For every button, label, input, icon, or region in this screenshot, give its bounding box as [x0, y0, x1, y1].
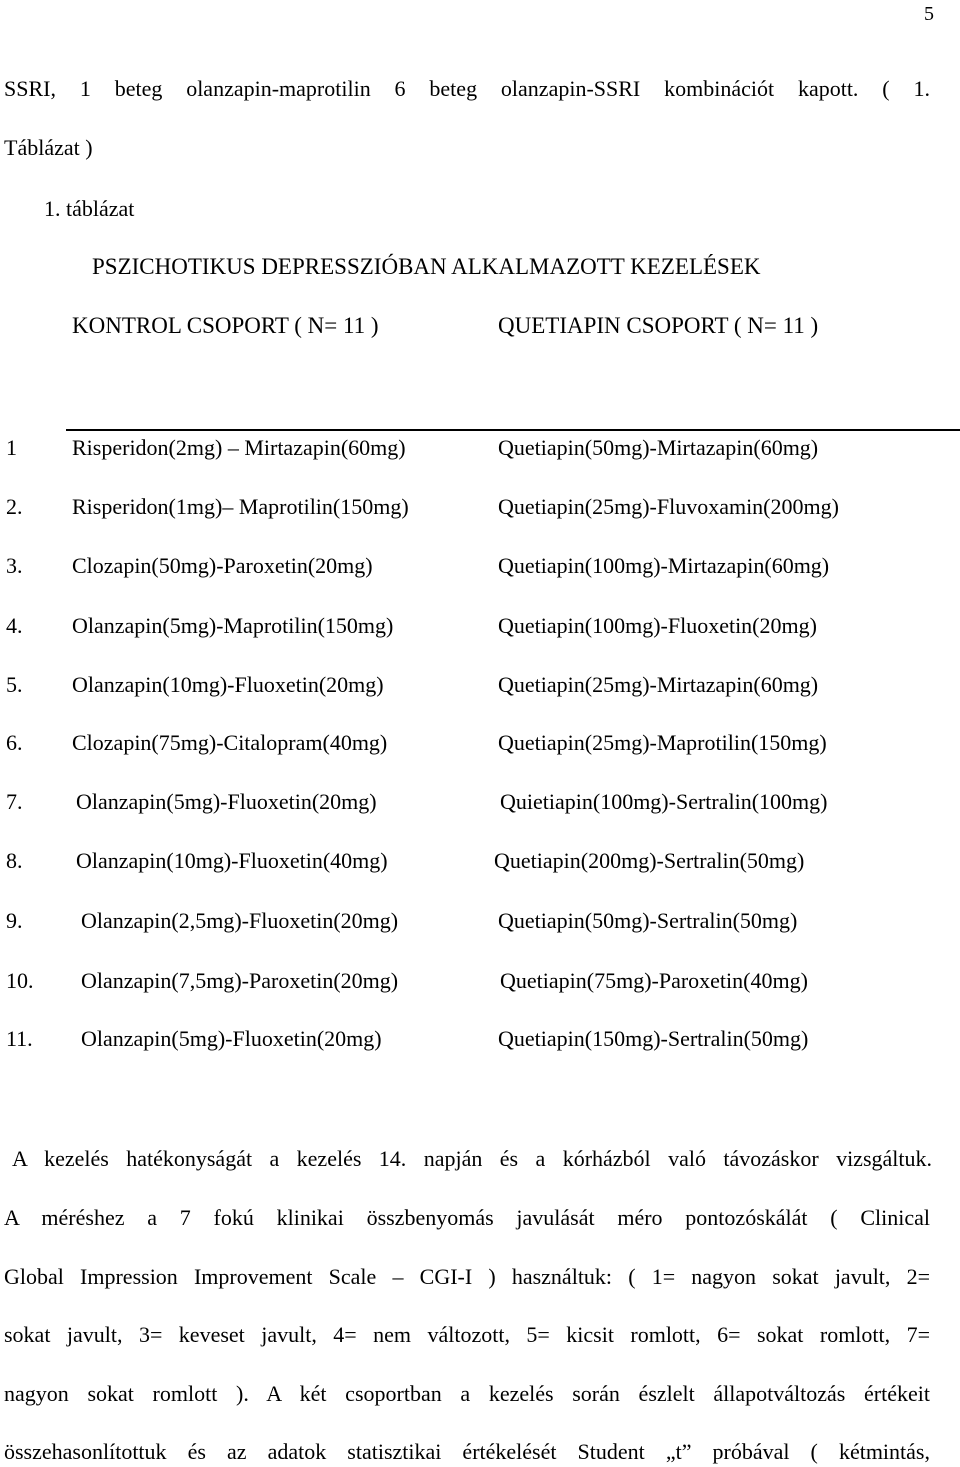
quetiapin-group-header: QUETIAPIN CSOPORT ( N= 11 ) — [498, 313, 819, 338]
row-number: 7. — [6, 789, 23, 814]
body-line-6: összehasonlítottuk és az adatok statisztikai értékelését Student „t” próbával ( kétmintás, — [4, 1439, 930, 1464]
control-treatment: Olanzapin(7,5mg)-Paroxetin(20mg) — [81, 968, 399, 993]
intro-line-1: SSRI, 1 beteg olanzapin-maprotilin 6 beteg olanzapin-SSRI kombinációt kapott. ( 1. — [4, 76, 930, 101]
quetiapin-treatment: Quietiapin(100mg)-Sertralin(100mg) — [500, 789, 828, 814]
row-number: 5. — [6, 672, 23, 697]
row-number: 8. — [6, 848, 23, 873]
table-title: PSZICHOTIKUS DEPRESSZIÓBAN ALKALMAZOTT KEZELÉSEK — [92, 254, 761, 279]
row-number: 11. — [6, 1026, 33, 1051]
control-treatment: Olanzapin(5mg)-Maprotilin(150mg) — [72, 613, 394, 638]
quetiapin-treatment: Quetiapin(25mg)-Maprotilin(150mg) — [498, 730, 827, 755]
row-number: 6. — [6, 730, 23, 755]
body-line-4: sokat javult, 3= keveset javult, 4= nem változott, 5= kicsit romlott, 6= sokat romlott, 7= — [4, 1322, 930, 1347]
row-number: 9. — [6, 908, 23, 933]
control-treatment: Olanzapin(5mg)-Fluoxetin(20mg) — [81, 1026, 382, 1051]
body-line-1: A kezelés hatékonyságát a kezelés 14. napján és a kórházból való távozáskor vizsgáltuk. — [12, 1146, 932, 1171]
row-number: 4. — [6, 613, 23, 638]
control-treatment: Risperidon(2mg) – Mirtazapin(60mg) — [72, 435, 406, 460]
control-treatment: Olanzapin(2,5mg)-Fluoxetin(20mg) — [81, 908, 399, 933]
quetiapin-treatment: Quetiapin(100mg)-Mirtazapin(60mg) — [498, 553, 830, 578]
control-treatment: Clozapin(75mg)-Citalopram(40mg) — [72, 730, 388, 755]
control-treatment: Risperidon(1mg)– Maprotilin(150mg) — [72, 494, 409, 519]
quetiapin-treatment: Quetiapin(150mg)-Sertralin(50mg) — [498, 1026, 809, 1051]
intro-line-2: Táblázat ) — [4, 135, 93, 160]
body-line-2: A méréshez a 7 fokú klinikai összbenyomás javulását méro pontozóskálát ( Clinical — [4, 1205, 930, 1230]
table-caption: 1. táblázat — [44, 196, 135, 221]
quetiapin-treatment: Quetiapin(25mg)-Fluvoxamin(200mg) — [498, 494, 839, 519]
control-treatment: Olanzapin(5mg)-Fluoxetin(20mg) — [76, 789, 377, 814]
control-treatment: Olanzapin(10mg)-Fluoxetin(40mg) — [76, 848, 388, 873]
quetiapin-treatment: Quetiapin(200mg)-Sertralin(50mg) — [494, 848, 805, 873]
quetiapin-treatment: Quetiapin(50mg)-Mirtazapin(60mg) — [498, 435, 819, 460]
quetiapin-treatment: Quetiapin(75mg)-Paroxetin(40mg) — [500, 968, 808, 993]
body-line-3: Global Impression Improvement Scale – CGI-I ) használtuk: ( 1= nagyon sokat javult, 2= — [4, 1264, 930, 1289]
control-treatment: Clozapin(50mg)-Paroxetin(20mg) — [72, 553, 373, 578]
row-number: 2. — [6, 494, 23, 519]
quetiapin-treatment: Quetiapin(25mg)-Mirtazapin(60mg) — [498, 672, 819, 697]
quetiapin-treatment: Quetiapin(50mg)-Sertralin(50mg) — [498, 908, 798, 933]
row-number: 1 — [6, 435, 17, 460]
row-number: 3. — [6, 553, 23, 578]
quetiapin-treatment: Quetiapin(100mg)-Fluoxetin(20mg) — [498, 613, 817, 638]
page-number: 5 — [924, 3, 934, 25]
control-group-header: KONTROL CSOPORT ( N= 11 ) — [72, 313, 379, 338]
row-number: 10. — [6, 968, 34, 993]
body-line-5: nagyon sokat romlott ). A két csoportban a kezelés során észlelt állapotváltozás értékeit — [4, 1381, 930, 1406]
control-treatment: Olanzapin(10mg)-Fluoxetin(20mg) — [72, 672, 384, 697]
table-rule — [66, 429, 960, 431]
